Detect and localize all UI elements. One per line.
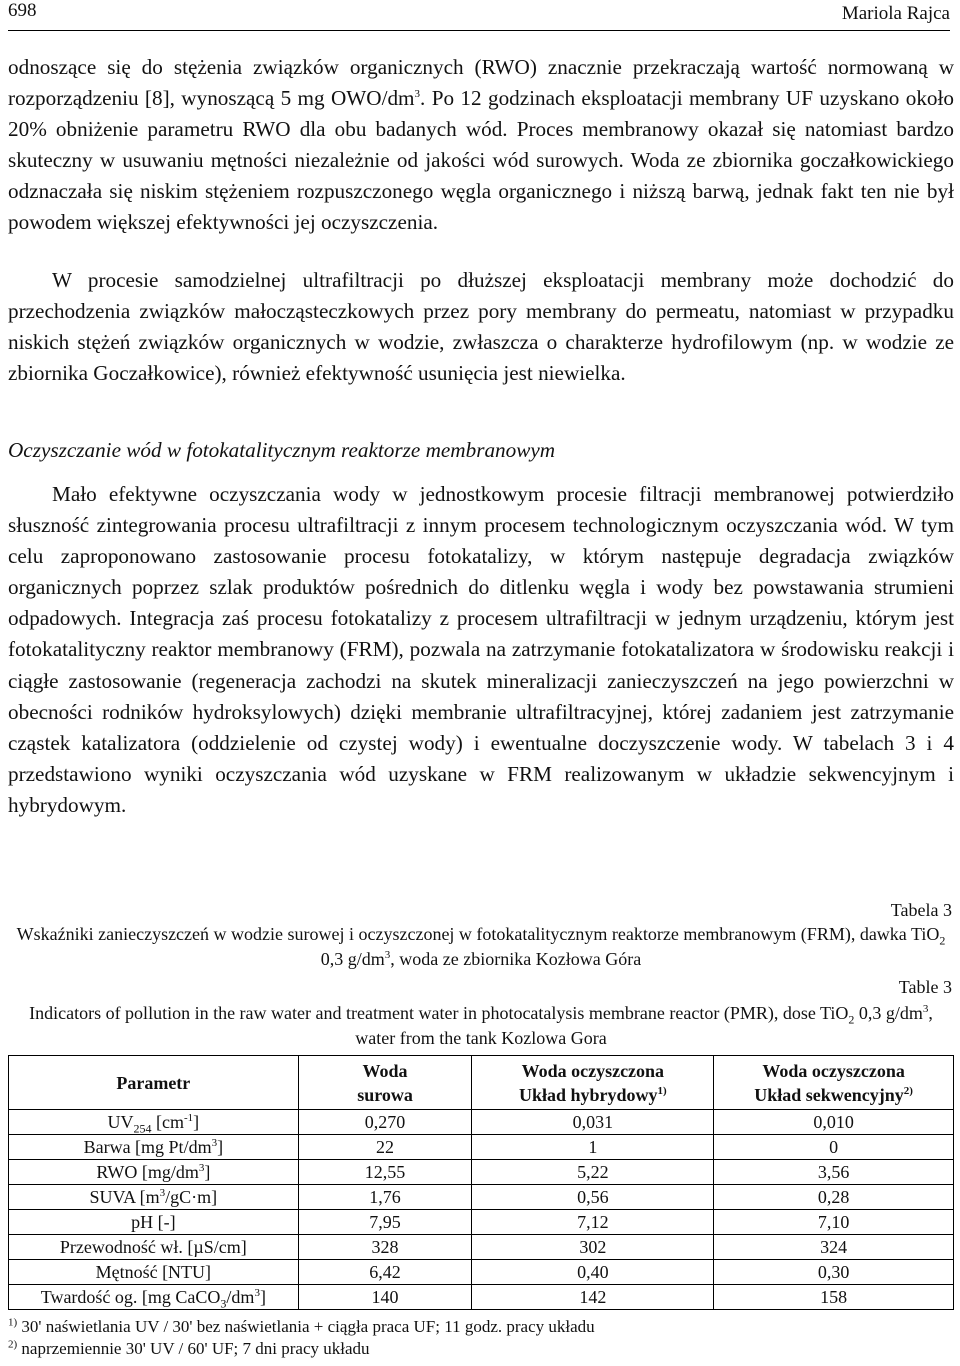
cell-parameter: pH [-] bbox=[9, 1210, 299, 1235]
cell-parameter: Mętność [NTU] bbox=[9, 1260, 299, 1285]
cell-parameter: $UV_{254}$ $[cm^{-1}]$ bbox=[9, 1110, 299, 1135]
cell-parameter: Twardość og. [mg $CaCO_3/dm^3$] bbox=[9, 1285, 299, 1310]
table-body bbox=[9, 1110, 954, 1310]
body-paragraph-1: odnoszące się do stężenia związków organicznych (RWO) znacznie przekraczają wartość normowaną w rozporządzeniu [8], wynoszącą 5 mg OWO/$dm^3$. Po 12 godzinach eksploatacji membrany UF uzyskano około 20% obniżenie parametru RWO dla obu badanych wód. Proces membranowy okazał się natomiast bardzo skuteczny w usuwaniu mętności niezależnie od jakości wód surowych. Woda ze zbiornika goczałkowickiego odznaczała się niskim stężeniem rozpuszczonego węgla organicznego i niższą barwą, jednak fakt ten nie był powodem większej efektywności jej oczyszczenia. bbox=[8, 55, 954, 235]
cell-raw: 7,95 bbox=[298, 1210, 472, 1235]
cell-hybrid: 302 bbox=[472, 1235, 714, 1260]
footnote-1: $^{1)}$ 30' naświetlania UV / 30' bez naświetlania + ciągła praca UF; 11 godz. pracy układu bbox=[8, 1316, 595, 1336]
cell-raw: 140 bbox=[298, 1285, 472, 1310]
cell-sequential: 0,28 bbox=[714, 1185, 954, 1210]
section-title: Oczyszczanie wód w fotokatalitycznym reaktorze membranowym bbox=[8, 438, 556, 462]
cell-parameter: SUVA $[m^3/gC\cdot m]$ bbox=[9, 1185, 299, 1210]
cell-sequential: 0,30 bbox=[714, 1260, 954, 1285]
table-label-en: Table 3 bbox=[898, 977, 952, 997]
cell-raw: 0,270 bbox=[298, 1110, 472, 1135]
cell-hybrid: 0,40 bbox=[472, 1260, 714, 1285]
cell-raw: 12,55 bbox=[298, 1160, 472, 1185]
table-row bbox=[9, 1135, 954, 1160]
cell-parameter: RWO $[mg/dm^3]$ bbox=[9, 1160, 299, 1185]
cell-sequential: 7,10 bbox=[714, 1210, 954, 1235]
table-row bbox=[9, 1185, 954, 1210]
table-row bbox=[9, 1285, 954, 1310]
page-header bbox=[8, 0, 950, 34]
cell-sequential: 3,56 bbox=[714, 1160, 954, 1185]
table-row bbox=[9, 1260, 954, 1285]
cell-hybrid: 0,56 bbox=[472, 1185, 714, 1210]
cell-sequential: 324 bbox=[714, 1235, 954, 1260]
table-caption-en: Indicators of pollution in the raw water and treatment water in photocatalysis membrane reactor (PMR), dose TiO$_2$ 0,3 $g/dm^3$, water from the tank Kozlowa Gora bbox=[29, 1003, 933, 1048]
cell-raw: 328 bbox=[298, 1235, 472, 1260]
footnote-2: $^{2)}$ naprzemiennie 30' UV / 60' UF; 7 dni pracy układu bbox=[8, 1338, 370, 1358]
body-paragraph-3: Mało efektywne oczyszczania wody w jednostkowym procesie filtracji membranowej potwierdziło słuszność zintegrowania procesu ultrafiltracji z innym procesem technologicznym oczyszczania wód. W tym celu zaproponowano zastosowanie procesu fotokatalizy, w którym następuje degradacja związków organicznych poprzez szlak produktów pośrednich do ditlenku węgla i wody bez powstawania strumieni odpadowych. Integracja zaś procesu fotokatalizy z procesem ultrafiltracji w jednym urządzeniu, którym jest fotokatalityczny reaktor membranowy (FRM), pozwala na zatrzymanie fotokatalizatora w środowisku reakcji i ciągłe zastosowanie (regeneracja zachodzi na skutek mineralizacji zanieczyszczeń na jego powierzchni w obecności rodników hydroksylowych) dzięki membranie ultrafiltracyjnej, której zadaniem jest zatrzymanie cząstek katalizatora (oddzielenie od czystej wody) i ewentualne doczyszczenie wody. W tabelach 3 i 4 przedstawiono wyniki oczyszczania wód uzyskane w FRM realizowanym w układzie sekwencyjnym i hybrydowym. bbox=[8, 482, 954, 817]
table-row bbox=[9, 1235, 954, 1260]
header-raw-water: Woda surowa bbox=[298, 1056, 472, 1110]
cell-raw: 1,76 bbox=[298, 1185, 472, 1210]
header-sequential: Woda oczyszczona Układ sekwencyjny$^{2)}$ bbox=[714, 1056, 954, 1110]
cell-sequential: 0,010 bbox=[714, 1110, 954, 1135]
header-hybrid: Woda oczyszczona Układ hybrydowy$^{1)}$ bbox=[472, 1056, 714, 1110]
header-rule bbox=[8, 30, 950, 31]
table-caption-pl: Wskaźniki zanieczyszczeń w wodzie surowej i oczyszczonej w fotokatalitycznym reaktorze membranowym (FRM), dawka TiO$_2$ 0,3 $g/dm^3$, woda ze zbiornika Kozłowa Góra bbox=[16, 924, 946, 969]
table-label-pl: Tabela 3 bbox=[890, 900, 952, 920]
table-row bbox=[9, 1210, 954, 1235]
table-header-row bbox=[9, 1056, 954, 1110]
header-parametr: Parametr bbox=[9, 1056, 299, 1110]
cell-hybrid: 0,031 bbox=[472, 1110, 714, 1135]
cell-parameter: Barwa [mg $Pt/dm^3$] bbox=[9, 1135, 299, 1160]
cell-hybrid: 1 bbox=[472, 1135, 714, 1160]
cell-sequential: 0 bbox=[714, 1135, 954, 1160]
table-row bbox=[9, 1110, 954, 1135]
results-table bbox=[8, 1055, 954, 1310]
cell-raw: 6,42 bbox=[298, 1260, 472, 1285]
cell-hybrid: 5,22 bbox=[472, 1160, 714, 1185]
cell-sequential: 158 bbox=[714, 1285, 954, 1310]
body-paragraph-2: W procesie samodzielnej ultrafiltracji po dłuższej eksploatacji membrany może dochodzić do przechodzenia związków małocząsteczkowych przez pory membrany do permeatu, natomiast w przypadku niskich stężeń związków organicznych w wodzie, zwłaszcza o charakterze hydrofilowym (np. w wodzie ze zbiornika Goczałkowice), również efektywność usunięcia jest niewielka. bbox=[8, 268, 954, 386]
cell-hybrid: 142 bbox=[472, 1285, 714, 1310]
table-row bbox=[9, 1160, 954, 1185]
page-number: 698 bbox=[8, 0, 37, 21]
running-author: Mariola Rajca bbox=[841, 3, 950, 24]
cell-parameter: Przewodność wł. [µS/cm] bbox=[9, 1235, 299, 1260]
cell-hybrid: 7,12 bbox=[472, 1210, 714, 1235]
cell-raw: 22 bbox=[298, 1135, 472, 1160]
